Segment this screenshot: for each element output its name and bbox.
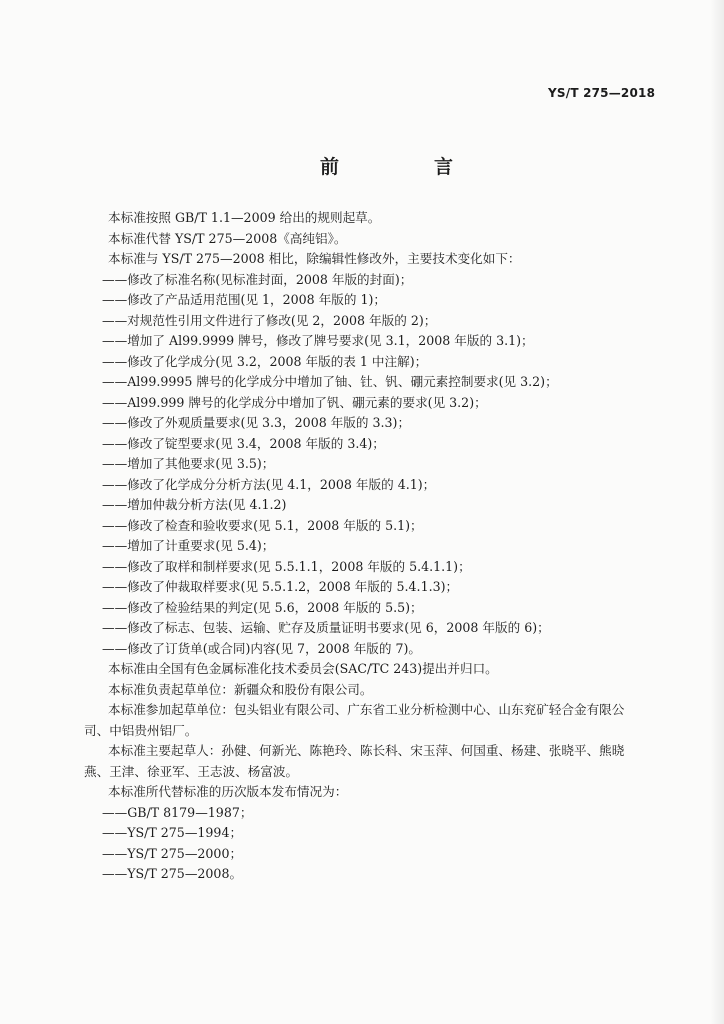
change-item: ——对规范性引用文件进行了修改(见 2，2008 年版的 2)；: [102, 312, 437, 328]
change-item: ——修改了产品适用范围(见 1，2008 年版的 1)；: [102, 292, 387, 307]
change-item: ——修改了取样和制样要求(见 5.5.1.1，2008 年版的 5.4.1.1)；: [102, 558, 471, 574]
page-edge-shadow: [710, 0, 724, 1024]
change-item: ——修改了锭型要求(见 3.4，2008 年版的 3.4)；: [102, 435, 385, 451]
intro-line: 本标准代替 YS/T 275—2008《高纯铝》。: [108, 230, 347, 246]
history-item: ——YS/T 275—1994；: [102, 825, 243, 840]
standard-code: YS/T 275—2018: [548, 86, 656, 100]
history-item: ——YS/T 275—2008。: [102, 866, 243, 881]
change-item: ——修改了标志、包装、运输、贮存及质量证明书要求(见 6，2008 年版的 6)；: [102, 620, 550, 635]
change-item: ——Al99.9995 牌号的化学成分中增加了铀、钍、钒、硼元素控制要求(见 3.2)；: [102, 374, 558, 389]
change-item: ——修改了检查和验收要求(见 5.1，2008 年版的 5.1)；: [102, 517, 423, 533]
change-item: ——增加仲裁分析方法(见 4.1.2): [102, 497, 287, 512]
history-item: ——YS/T 275—2000；: [102, 845, 243, 861]
proposer-line: 本标准由全国有色金属标准化技术委员会(SAC/TC 243)提出并归口。: [108, 661, 498, 676]
change-item: ——增加了计重要求(见 5.4)；: [102, 538, 275, 553]
change-item: ——修改了外观质量要求(见 3.3，2008 年版的 3.3)；: [102, 415, 411, 430]
history-intro-line: 本标准所代替标准的历次版本发布情况为：: [108, 784, 348, 799]
change-item: ——Al99.999 牌号的化学成分中增加了钒、硼元素的要求(见 3.2)；: [102, 394, 487, 410]
change-item: ——修改了化学成分分析方法(见 4.1，2008 年版的 4.1)；: [102, 476, 436, 492]
foreword-body: [84, 208, 644, 885]
intro-line: 本标准与 YS/T 275—2008 相比，除编辑性修改外，主要技术变化如下：: [108, 251, 521, 266]
change-item: ——增加了 Al99.9999 牌号，修改了牌号要求(见 3.1，2008 年版的 3.1)；: [102, 333, 534, 348]
page-title: 前 言: [320, 156, 492, 178]
change-item: ——修改了化学成分(见 3.2，2008 年版的表 1 中注解)；: [102, 353, 428, 369]
intro-line: 本标准按照 GB/T 1.1—2009 给出的规则起草。: [108, 210, 381, 225]
change-item: ——修改了仲裁取样要求(见 5.5.1.2，2008 年版的 5.4.1.3)；: [102, 579, 459, 594]
lead-drafter-line: 本标准负责起草单位：新疆众和股份有限公司。: [108, 681, 373, 697]
change-item: ——修改了订货单(或合同)内容(见 7，2008 年版的 7)。: [102, 640, 422, 656]
history-item: ——GB/T 8179—1987；: [102, 804, 253, 820]
change-item: ——增加了其他要求(见 3.5)；: [102, 456, 275, 471]
participants-paragraph: 本标准参加起草单位：包头铝业有限公司、广东省工业分析检测中心、山东兖矿轻合金有限公司、中铝贵州铝厂。: [84, 702, 625, 738]
change-item: ——修改了检验结果的判定(见 5.6，2008 年版的 5.5)；: [102, 599, 423, 615]
change-item: ——修改了标准名称(见标准封面，2008 年版的封面)；: [102, 271, 413, 287]
drafters-paragraph: 本标准主要起草人：孙健、何新光、陈艳玲、陈长科、宋玉萍、何国重、杨建、张晓平、熊晓燕、王津、徐亚军、王志波、杨富波。: [84, 743, 625, 779]
